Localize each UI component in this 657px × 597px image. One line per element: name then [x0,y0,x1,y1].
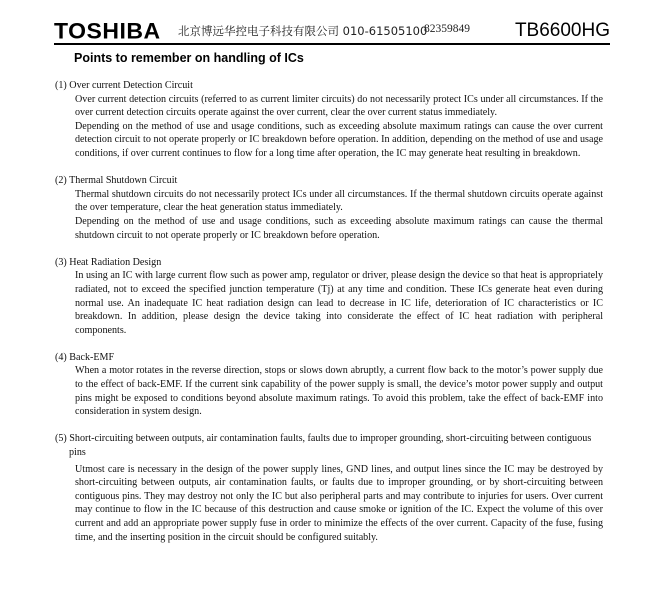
section-paragraph: Over current detection circuits (referred to as current limiter circuits) do not necessarily protect ICs under all circumstances. If the over current detection circuits operate against the over current, clear the over current status immediately. [75,93,603,119]
section-heading: (1) Over current Detection Circuit [55,80,193,91]
section-short-circuit [55,432,603,544]
section-paragraph: Depending on the method of use and usage conditions, such as exceeding absolute maximum ratings can cause the over current detection circuit to not operate properly or IC breakdown before operation. In addition, depending on the method of use and usage conditions, if over current continues to flow for a long time after operation, the IC may generate heat resulting in breakdown. [75,120,603,159]
toshiba-logo: TOSHIBA [54,18,161,44]
header-divider [54,43,610,45]
company-contact: 北京博远华控电子科技有限公司 010-61505100 [178,24,428,38]
part-number: TB6600HG [514,20,610,41]
page-header [54,20,610,42]
section-heading: (5) Short-circuiting between outputs, air contamination faults, faults due to improper grounding, short-circuiting between contiguous pins [55,433,592,459]
section-heat-radiation [55,256,603,338]
section-thermal-shutdown [55,174,603,242]
section-paragraph: Depending on the method of use and usage conditions, such as exceeding absolute maximum ratings can cause the thermal shutdown circuit to not operate properly or IC breakdown before operation. [75,215,603,241]
section-heading: (3) Heat Radiation Design [55,256,162,268]
section-paragraph: When a motor rotates in the reverse direction, stops or slows down abruptly, a current flow back to the motor’s power supply due to the effect of back-EMF. If the current sink capability of the power supply is small, the device’s motor power supply and output pins might be exposed to conditions beyond absolute maximum ratings. To avoid this problem, take the effect of back-EMF into consideration in system design. [75,365,603,418]
section-paragraph: Thermal shutdown circuits do not necessarily protect ICs under all circumstances. If the thermal shutdown circuits operate against the over temperature, clear the heat generation status immediately. [75,188,603,214]
page-title: Points to remember on handling of ICs [74,51,304,65]
section-paragraph: Utmost care is necessary in the design of the power supply lines, GND lines, and output lines since the IC may be destroyed by short-circuiting between outputs, air contamination faults, or faults due to improper grounding, or by short-circuiting between contiguous pins. They may destroy not only the IC but also peripheral parts and may contribute to injuries for users. Over current may continue to flow in the IC because of this destruction and cause smoke or ignition of the IC. Expect the volume of this over current and add an appropriate power supply fuse in order to minimize the effects of the over current. Capacity of the fuse, fusing time, and the inserting position in the circuit should be configured suitably. [75,463,603,543]
section-back-emf [55,351,603,419]
secondary-phone: 82359849 [424,23,470,35]
handling-notes [55,79,603,558]
section-heading: (4) Back-EMF [55,351,115,363]
section-over-current [55,79,603,161]
section-paragraph: In using an IC with large current flow such as power amp, regulator or driver, please design the device so that heat is appropriately radiated, not to exceed the specified junction temperature (Tj) at any time and condition. These ICs generate heat even during normal use. An inadequate IC heat radiation design can lead to decrease in IC life, deterioration of IC characteristics or IC breakdown. In addition, please design the device taking into considerate the effect of IC heat radiation with peripheral components. [75,270,603,336]
section-heading: (2) Thermal Shutdown Circuit [55,175,178,187]
